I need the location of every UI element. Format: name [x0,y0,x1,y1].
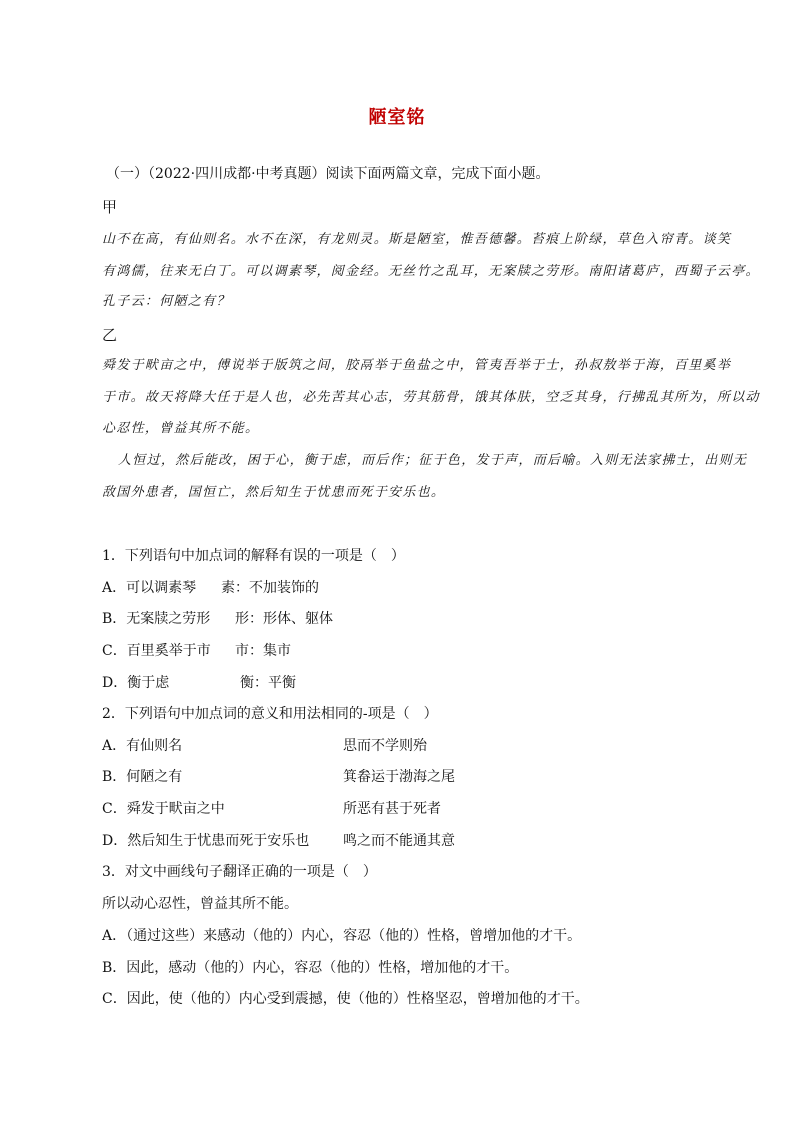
question-2-option: C．舜发于畎亩之中 [102,801,225,817]
question-2-option: B．何陋之有 [102,769,183,785]
passage-yi-label: 乙 [102,326,118,344]
question-3-sentence: 所以动心忍性，曾益其所不能。 [102,896,298,912]
question-1-option: C．百里奚举于市 [102,643,211,659]
question-2-option-compare: 思而不学则殆 [343,738,427,754]
question-2-stem: 2．下列语句中加点词的意义和用法相同的-项是（ ） [102,706,438,722]
passage-jia-line: 孔子云：何陋之有？ [102,294,231,309]
question-1-option-gloss: 形：形体、躯体 [235,611,333,627]
passage-yi-line: 舜发于畎亩之中，傅说举于版筑之间，胶鬲举于鱼盐之中，管夷吾举于士，孙叔敖举于海，百里奚举 [102,358,732,373]
passage-yi-line: 心忍性，曾益其所不能。 [102,421,260,436]
question-2-option-compare: 箕畚运于渤海之尾 [343,769,455,785]
question-1-option-gloss: 素：不加装饰的 [221,580,319,596]
question-2-option: A．有仙则名 [102,738,183,754]
passage-yi-line: 敌国外患者，国恒亡，然后知生于忧患而死于安乐也。 [102,485,446,500]
question-1-option: D．衡于虑 [102,675,170,691]
page-title: 陋室铭 [368,107,426,128]
question-3-option: A．（通过这些）来感动（他的）内心，容忍（他的）性格，曾增加他的才干。 [102,928,582,944]
question-1-option: B．无案牍之劳形 [102,611,211,627]
question-3-option: C．因此，使（他的）内心受到震撼，使（他的）性格坚忍，曾增加他的才干。 [102,991,589,1007]
question-2-option-compare: 鸣之而不能通其意 [343,833,455,849]
question-2-option: D．然后知生于忧患而死于安乐也 [102,833,310,849]
passage-yi-line: 人恒过，然后能改，困于心，衡于虑，而后作；征于色，发于声，而后喻。入则无法家拂士，出则无 [118,453,748,468]
passage-jia-line: 山不在高，有仙则名。水不在深，有龙则灵。斯是陋室，惟吾德馨。苔痕上阶绿，草色入帘青。谈笑 [102,232,732,247]
intro-text: （一）（2022·四川成都·中考真题）阅读下面两篇文章，完成下面小题。 [106,166,550,182]
question-3-option: B．因此，感动（他的）内心，容忍（他的）性格，增加他的才干。 [102,960,519,976]
question-1-option-gloss: 衡：平衡 [240,675,296,691]
passage-jia-line: 有鸿儒，往来无白丁。可以调素琴，阅金经。无丝竹之乱耳，无案牍之劳形。南阳诸葛庐，西蜀子云亭。 [102,264,760,279]
question-1-stem: 1．下列语句中加点词的解释有误的一项是（ ） [102,548,405,564]
question-1-option: A．可以调素琴 [102,580,197,596]
passage-yi-line: 于市。故天将降大任于是人也，必先苦其心志，劳其筋骨，饿其体肤，空乏其身，行拂乱其所为，所以动 [102,390,760,405]
question-3-stem: 3．对文中画线句子翻译正确的一项是（ ） [102,864,377,880]
question-1-option-gloss: 市：集市 [235,643,291,659]
passage-jia-label: 甲 [102,198,118,216]
question-2-option-compare: 所恶有甚于死者 [343,801,441,817]
